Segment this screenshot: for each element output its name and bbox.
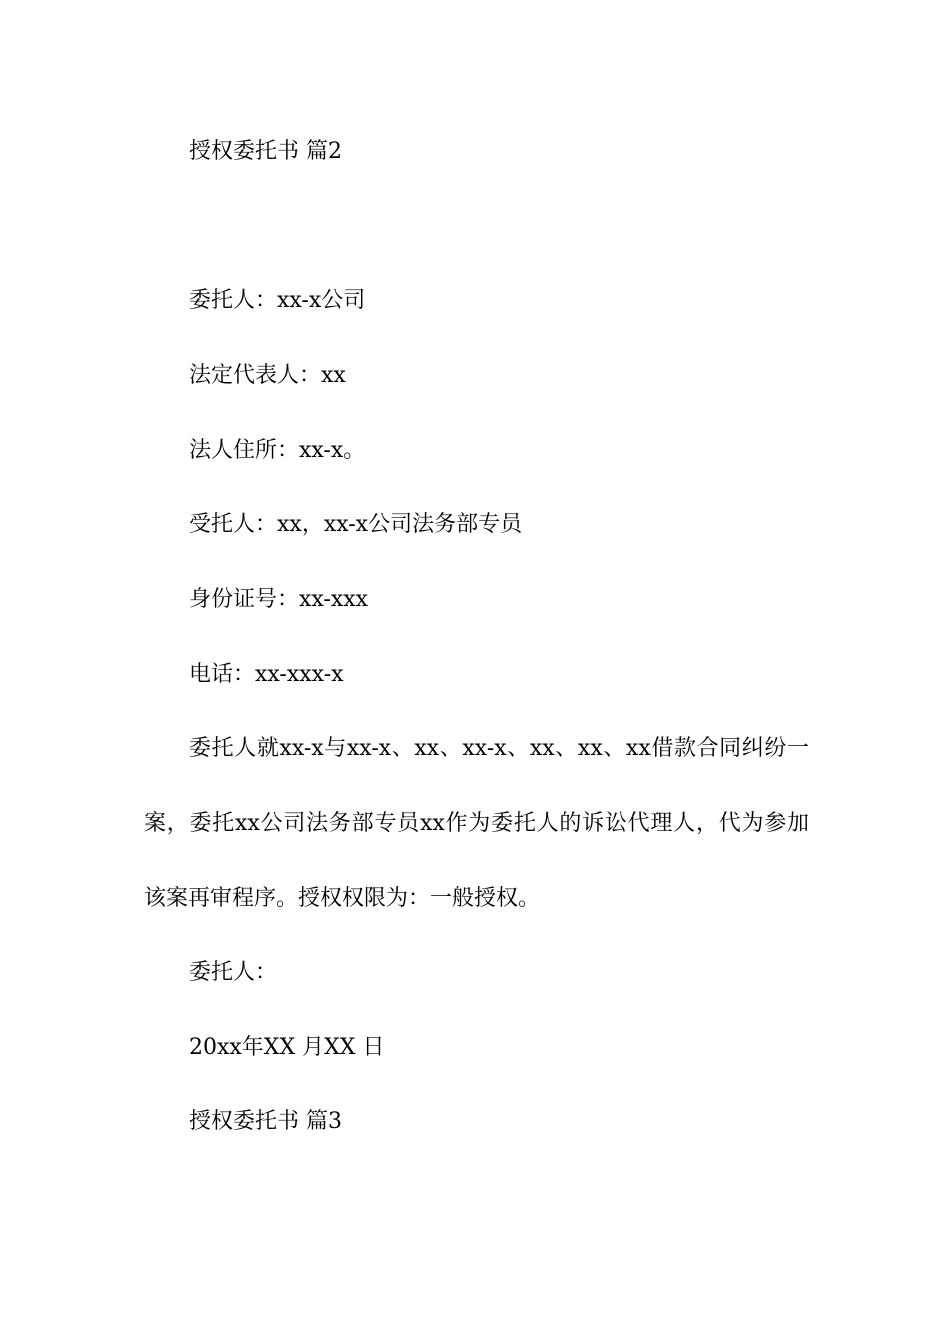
body-paragraph: 委托人就xx-x与xx-x、xx、xx-x、xx、xx、xx借款合同纠纷一案，委托xx公司法务部专员xx作为委托人的诉讼代理人，代为参加该案再审程序。授权权限为：一般授权。 — [144, 736, 809, 911]
legal-representative-line: 法定代表人：xx — [189, 363, 346, 388]
date-line: 20xx年XX 月XX 日 — [189, 1035, 385, 1060]
section-heading-2: 授权委托书 篇2 — [189, 139, 342, 164]
phone-line: 电话：xx-xxx-x — [189, 662, 344, 687]
trustee-line: 受托人：xx，xx-x公司法务部专员 — [189, 512, 523, 537]
client-line: 委托人：xx-x公司 — [189, 288, 366, 313]
id-number-line: 身份证号：xx-xxx — [189, 587, 369, 612]
section-heading-3: 授权委托书 篇3 — [189, 1109, 342, 1134]
legal-address-line: 法人住所：xx-x。 — [189, 438, 366, 463]
signature-label: 委托人： — [189, 960, 278, 985]
